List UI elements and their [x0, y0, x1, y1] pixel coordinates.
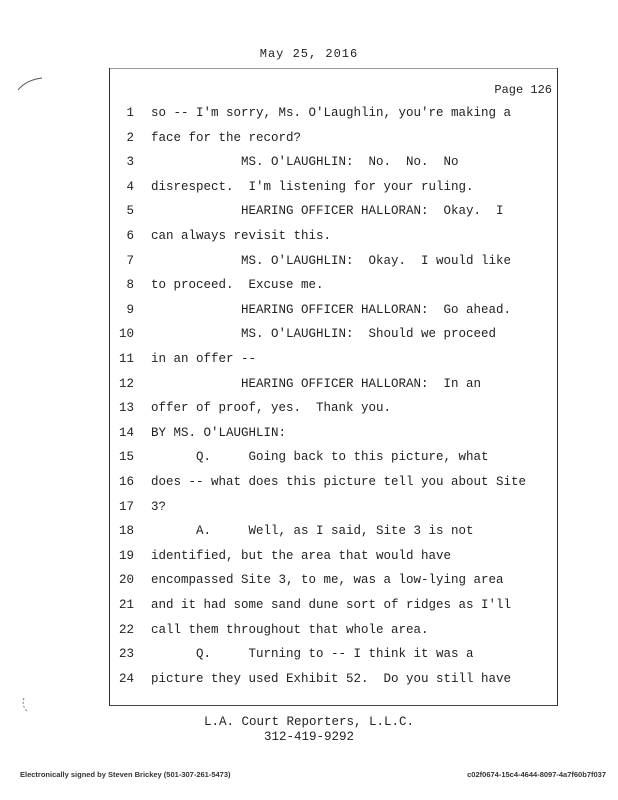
transcript-line [0, 377, 618, 395]
line-number: 4 [126, 179, 134, 194]
line-text: MS. O'LAUGHLIN: Should we proceed [151, 327, 497, 342]
transcript-line [0, 352, 618, 370]
document-id: c02f0674-15c4-4644-8097-4a7f60b7f037 [467, 770, 606, 779]
line-number: 23 [118, 647, 134, 662]
line-text: HEARING OFFICER HALLORAN: Okay. I [151, 204, 504, 219]
transcript-line [0, 524, 618, 542]
transcript-line [0, 623, 618, 641]
line-text: does -- what does this picture tell you about Site [151, 475, 527, 489]
line-number: 17 [118, 499, 134, 514]
line-number: 3 [126, 155, 134, 170]
line-text: 3? [151, 499, 167, 514]
transcript-line [0, 450, 618, 468]
transcript-line [0, 155, 618, 173]
transcript-line [0, 180, 618, 198]
line-number: 15 [118, 450, 134, 465]
line-text: in an offer -- [151, 352, 257, 366]
transcript-line [0, 475, 618, 493]
line-number: 21 [118, 598, 134, 612]
transcript-line [0, 401, 618, 419]
line-number: 16 [118, 475, 134, 489]
line-text: offer of proof, yes. Thank you. [151, 401, 392, 416]
line-text: call them throughout that whole area. [151, 622, 429, 637]
line-number: 11 [118, 352, 134, 366]
transcript-line [0, 672, 618, 690]
line-text: Q. Turning to -- I think it was a [151, 647, 474, 662]
line-text: face for the record? [151, 130, 302, 145]
transcript-line [0, 647, 618, 665]
line-text: HEARING OFFICER HALLORAN: In an [151, 376, 482, 391]
transcript-line [0, 303, 618, 321]
transcript-line [0, 204, 618, 222]
transcript-line [0, 131, 618, 149]
line-number: 1 [126, 106, 134, 120]
line-text: to proceed. Excuse me. [151, 278, 324, 293]
hearing-date: May 25, 2016 [259, 47, 359, 61]
court-reporter-name: L.A. Court Reporters, L.L.C. [203, 715, 415, 729]
page-number: Page 126 [494, 83, 552, 97]
line-text: MS. O'LAUGHLIN: Okay. I would like [151, 253, 512, 268]
transcript-line [0, 549, 618, 567]
transcript-line [0, 327, 618, 345]
line-text: identified, but the area that would have [151, 548, 452, 563]
line-number: 13 [118, 401, 134, 416]
line-text: Q. Going back to this picture, what [151, 450, 489, 465]
line-number: 5 [126, 204, 134, 219]
line-number: 24 [118, 671, 134, 686]
line-number: 18 [118, 524, 134, 539]
line-number: 10 [118, 327, 134, 342]
transcript-line [0, 426, 618, 444]
electronic-signature: Electronically signed by Steven Brickey (501-307-261-5473) [20, 770, 231, 779]
line-number: 2 [126, 130, 134, 145]
transcript-line [0, 229, 618, 247]
line-number: 12 [118, 376, 134, 391]
transcript-line [0, 500, 618, 518]
line-number: 8 [126, 278, 134, 293]
transcript-line [0, 106, 618, 124]
line-text: A. Well, as I said, Site 3 is not [151, 524, 474, 539]
line-text: so -- I'm sorry, Ms. O'Laughlin, you're making a [151, 106, 512, 120]
footer [0, 715, 618, 745]
line-text: picture they used Exhibit 52. Do you still have [151, 671, 512, 686]
line-text: BY MS. O'LAUGHLIN: [151, 425, 287, 440]
transcript-line [0, 278, 618, 296]
line-number: 14 [118, 425, 134, 440]
transcript-line [0, 254, 618, 272]
line-number: 9 [126, 302, 134, 317]
line-number: 19 [118, 548, 134, 563]
transcript-line [0, 573, 618, 591]
line-text: HEARING OFFICER HALLORAN: Go ahead. [151, 302, 512, 317]
line-number: 6 [126, 229, 134, 243]
line-text: MS. O'LAUGHLIN: No. No. No [151, 155, 459, 170]
line-text: and it had some sand dune sort of ridges as I'll [151, 598, 512, 612]
line-number: 22 [118, 622, 134, 637]
line-number: 7 [126, 253, 134, 268]
line-text: encompassed Site 3, to me, was a low-lying area [151, 573, 504, 588]
line-number: 20 [118, 573, 134, 588]
scan-mark-top-left [14, 72, 54, 102]
court-reporter-phone: 312-419-9292 [263, 730, 354, 744]
line-text: disrespect. I'm listening for your ruling. [151, 179, 474, 194]
line-text: can always revisit this. [151, 229, 332, 243]
transcript-line [0, 598, 618, 616]
